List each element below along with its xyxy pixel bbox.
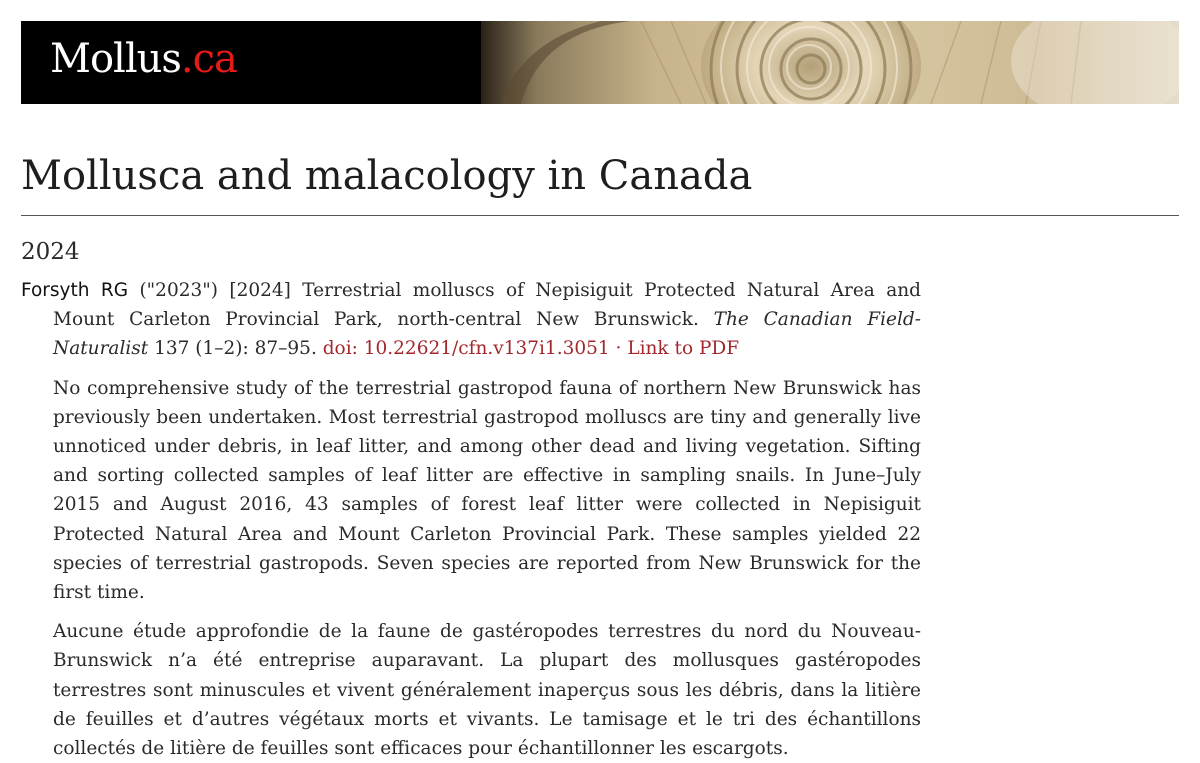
publication-years: ("2023") [2024] bbox=[128, 280, 303, 301]
logo-main: Mollus bbox=[50, 36, 181, 82]
journal-name: The Canadian Field-Naturalist bbox=[53, 309, 921, 360]
abstract-french: Aucune étude approfondie de la faune de gastéropodes terrestres du nord du Nouveau-Brunswick n’a été entreprise auparavant. La plupart des mollusques gastéropodes terrestres sont minuscules et vivent généralement inaperçus sous les débris, dans la litière de feuilles et d’autres végétaux morts et vivants. Le tamisage et le tri des échantillons collectés de litière de feuilles sont efficaces pour échantillonner les escargots. bbox=[53, 621, 921, 760]
doi-link[interactable]: doi: 10.22621/cfn.v137i1.3051 bbox=[322, 338, 610, 360]
pdf-link[interactable]: Link to PDF bbox=[627, 338, 740, 360]
author: Forsyth RG bbox=[21, 280, 129, 301]
site-logo[interactable] bbox=[50, 35, 237, 83]
page-title: Mollusca and malacology in Canada bbox=[21, 153, 753, 199]
shell-banner-image bbox=[481, 21, 1179, 104]
article-title: Terrestrial molluscs of Nepisiguit Protected Natural Area and Mount Carleton Provincial Park, north-central New Brunswick. bbox=[53, 280, 922, 331]
title-divider bbox=[21, 215, 1179, 216]
link-separator: · bbox=[609, 338, 628, 360]
publication-entry bbox=[21, 276, 921, 763]
volume-pages: 137 (1–2): 87–95. bbox=[148, 338, 323, 360]
year-heading: 2024 bbox=[21, 239, 80, 265]
abstract-english: No comprehensive study of the terrestrial gastropod fauna of northern New Brunswick has previously been undertaken. Most terrestrial gastropod molluscs are tiny and generally live unnoticed under debris, in leaf litter, and among other dead and living vegetation. Sifting and sorting collected samples of leaf litter are effective in sampling snails. In June–July 2015 and August 2016, 43 samples of forest leaf litter were collected in Nepisiguit Protected Natural Area and Mount Carleton Provincial Park. These samples yielded 22 species of terrestrial gastropods. Seven species are reported from New Brunswick for the first time. bbox=[53, 377, 921, 604]
site-banner bbox=[21, 21, 1179, 104]
logo-tld: .ca bbox=[180, 36, 237, 82]
citation bbox=[21, 276, 921, 364]
